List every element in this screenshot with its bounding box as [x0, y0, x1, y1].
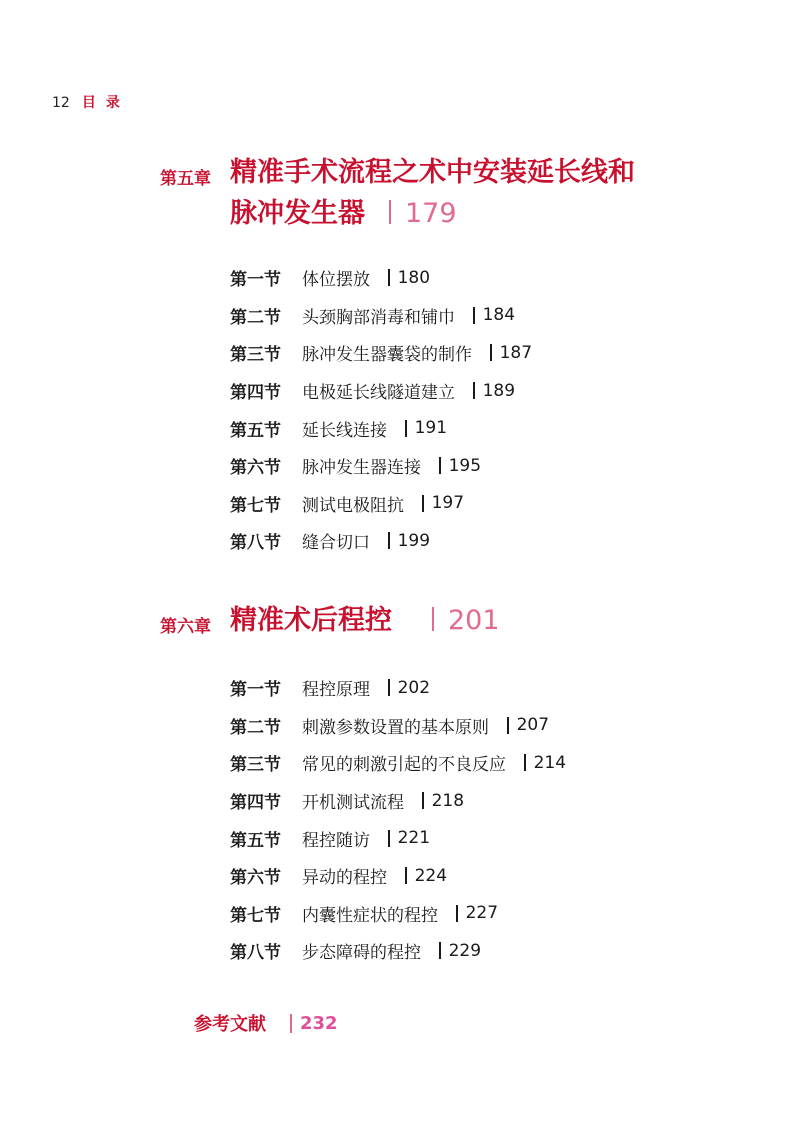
chapter-label: 第五章 — [160, 169, 211, 189]
section-number: 第一节 — [230, 270, 281, 291]
section-title: 开机测试流程 — [302, 793, 404, 814]
separator-bar — [388, 679, 390, 696]
chapter-title-line1[interactable] — [230, 600, 500, 642]
chapter-label: 第六章 — [160, 617, 211, 637]
section-title: 延长线连接 — [302, 420, 387, 441]
toc-entry[interactable] — [230, 857, 566, 895]
toc-entry[interactable] — [230, 707, 566, 745]
section-number: 第一节 — [230, 680, 281, 701]
separator-bar — [422, 792, 424, 809]
separator-bar — [388, 532, 390, 549]
section-number: 第八节 — [230, 943, 281, 964]
section-number: 第七节 — [230, 495, 281, 516]
toc-entry[interactable] — [230, 744, 566, 782]
section-title: 缝合切口 — [302, 533, 370, 554]
toc-entry[interactable] — [230, 932, 566, 970]
separator-bar — [507, 717, 509, 734]
toc-entry[interactable] — [230, 334, 532, 372]
section-page: 202 — [397, 677, 431, 698]
section-page: 195 — [448, 455, 482, 476]
section-page: 214 — [533, 752, 567, 773]
section-list — [230, 669, 566, 970]
section-number: 第三节 — [230, 755, 281, 776]
toc-entry[interactable] — [230, 409, 532, 447]
section-number: 第五节 — [230, 420, 281, 441]
toc-entry[interactable] — [230, 447, 532, 485]
references-entry[interactable] — [194, 1010, 338, 1036]
chapter-title-line2-text: 脉冲发生器 — [230, 198, 365, 229]
running-header — [52, 92, 130, 112]
separator-bar — [456, 905, 458, 922]
separator-bar — [405, 420, 407, 437]
section-number: 第四节 — [230, 793, 281, 814]
section-page: 189 — [482, 380, 516, 401]
separator-bar — [490, 344, 492, 361]
separator-bar — [290, 1014, 292, 1033]
section-page: 207 — [516, 715, 550, 736]
section-number: 第三节 — [230, 345, 281, 366]
separator-bar — [389, 200, 391, 224]
section-page: 199 — [397, 530, 431, 551]
section-page: 218 — [431, 790, 465, 811]
separator-bar — [388, 830, 390, 847]
separator-bar — [524, 754, 526, 771]
section-list — [230, 259, 532, 560]
toc-entry[interactable] — [230, 782, 566, 820]
section-page: 229 — [448, 940, 482, 961]
section-number: 第二节 — [230, 717, 281, 738]
section-title: 步态障碍的程控 — [302, 943, 421, 964]
toc-entry[interactable] — [230, 819, 566, 857]
toc-entry[interactable] — [230, 895, 566, 933]
section-title: 体位摆放 — [302, 270, 370, 291]
section-number: 第八节 — [230, 533, 281, 554]
chapter-title-line2[interactable] — [230, 193, 457, 235]
section-number: 第四节 — [230, 383, 281, 404]
section-title: 常见的刺激引起的不良反应 — [302, 755, 506, 776]
page-number: 12 — [52, 95, 70, 111]
section-number: 第七节 — [230, 905, 281, 926]
section-title: 内囊性症状的程控 — [302, 905, 438, 926]
separator-bar — [388, 269, 390, 286]
toc-entry[interactable] — [230, 485, 532, 523]
separator-bar — [432, 607, 434, 631]
section-page: 180 — [397, 267, 431, 288]
separator-bar — [439, 457, 441, 474]
chapter-page: 201 — [448, 605, 500, 636]
separator-bar — [473, 307, 475, 324]
toc-entry[interactable] — [230, 669, 566, 707]
references-label: 参考文献 — [194, 1014, 266, 1035]
separator-bar — [439, 942, 441, 959]
section-page: 191 — [414, 418, 448, 439]
section-page: 221 — [397, 828, 431, 849]
section-title: 电极延长线隧道建立 — [302, 383, 455, 404]
chapter-title-line1[interactable]: 精准手术流程之术中安装延长线和 — [230, 157, 635, 188]
section-page: 184 — [482, 305, 516, 326]
separator-bar — [473, 382, 475, 399]
section-title: 程控原理 — [302, 680, 370, 701]
section-title: 测试电极阻抗 — [302, 495, 404, 516]
section-title: 刺激参数设置的基本原则 — [302, 717, 489, 738]
header-title: 目录 — [81, 95, 130, 111]
section-page: 224 — [414, 865, 448, 886]
section-title: 头颈胸部消毒和铺巾 — [302, 307, 455, 328]
section-title: 脉冲发生器连接 — [302, 458, 421, 479]
section-title: 异动的程控 — [302, 868, 387, 889]
separator-bar — [422, 495, 424, 512]
chapter-page: 179 — [405, 198, 457, 229]
section-page: 197 — [431, 493, 465, 514]
section-page: 187 — [499, 342, 533, 363]
section-title: 脉冲发生器囊袋的制作 — [302, 345, 472, 366]
section-title: 程控随访 — [302, 830, 370, 851]
references-page: 232 — [300, 1012, 338, 1034]
section-page: 227 — [465, 903, 499, 924]
toc-entry[interactable] — [230, 297, 532, 335]
separator-bar — [405, 867, 407, 884]
section-number: 第六节 — [230, 458, 281, 479]
section-number: 第五节 — [230, 830, 281, 851]
toc-entry[interactable] — [230, 522, 532, 560]
toc-entry[interactable] — [230, 259, 532, 297]
chapter-title-text: 精准术后程控 — [230, 605, 392, 636]
section-number: 第六节 — [230, 868, 281, 889]
toc-entry[interactable] — [230, 372, 532, 410]
section-number: 第二节 — [230, 307, 281, 328]
